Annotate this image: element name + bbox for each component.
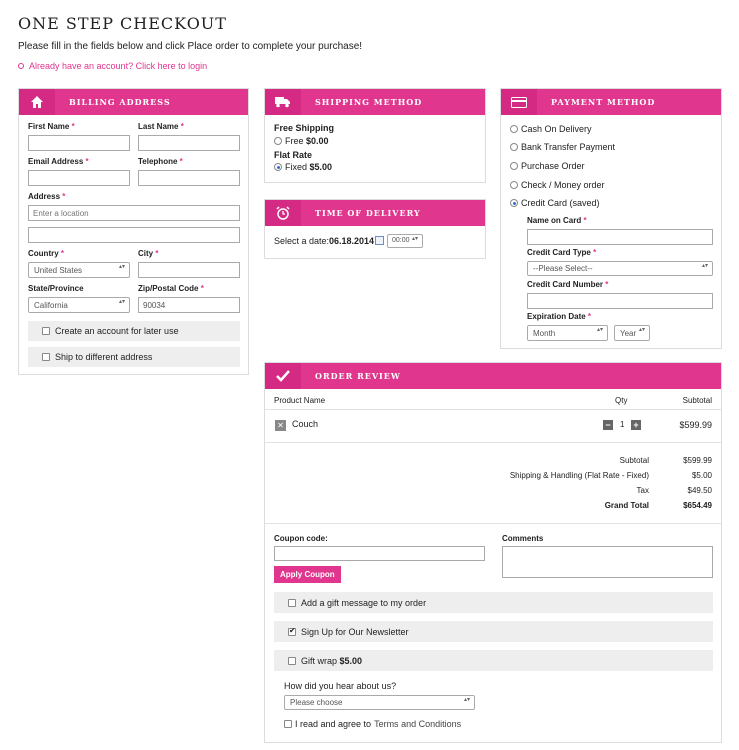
payment-radio-cod[interactable] [510,125,518,133]
credit-card-icon [501,89,537,115]
col-product-header: Product Name [274,396,326,405]
item-divider [265,442,721,443]
ship-different-label: Ship to different address [55,352,153,362]
country-select[interactable]: United States ▴▾ [28,262,130,278]
review-header [265,363,721,389]
flat-rate-heading: Flat Rate [274,150,313,160]
fixed-shipping-option[interactable] [274,162,332,172]
shipping-title: SHIPPING METHOD [315,97,423,107]
telephone-label: Telephone * [138,157,183,166]
payment-label-bank: Bank Transfer Payment [521,142,616,152]
address-input[interactable] [28,205,240,221]
coupon-label: Coupon code: [274,534,328,543]
shipping-header [265,89,485,115]
gift-message-checkbox[interactable] [288,599,296,607]
item-name: Couch [292,419,319,429]
ship-different-row[interactable] [28,347,240,367]
state-select[interactable]: California ▴▾ [28,297,130,313]
create-account-label: Create an account for later use [55,326,179,336]
billing-header [19,89,248,115]
address-label: Address * [28,192,66,201]
hear-about-label: How did you hear about us? [284,681,397,691]
state-label: State/Province [28,284,84,293]
create-account-row[interactable] [28,321,240,341]
email-label: Email Address * [28,157,89,166]
hear-about-select[interactable]: Please choose ▴▾ [284,695,475,710]
terms-prefix: I read and agree to [295,719,372,729]
payment-radio-cc[interactable] [510,199,518,207]
col-qty-header: Qty [615,396,628,405]
expiration-label: Expiration Date * [527,312,592,321]
time-select[interactable]: 00:00 ▴▾ [387,234,423,248]
name-on-card-input[interactable] [527,229,713,245]
delivery-title: TIME OF DELIVERY [315,208,421,218]
header-divider [265,409,721,410]
fixed-shipping-label: Fixed $5.00 [285,162,333,172]
card-number-label: Credit Card Number * [527,280,609,289]
date-label: Select a date: [274,236,330,246]
calendar-icon[interactable] [375,236,384,245]
terms-link[interactable]: Terms and Conditions [374,719,462,729]
page-subtitle: Please fill in the fields below and click Place order to complete your purchase! [18,41,363,52]
login-link-text[interactable]: Already have an account? Click here to login [29,61,208,71]
delivery-header [265,200,485,226]
truck-icon [265,89,301,115]
gift-wrap-row[interactable] [274,650,713,671]
payment-label-cc: Credit Card (saved) [521,198,600,208]
fixed-shipping-radio[interactable] [274,163,282,171]
first-name-input[interactable] [28,135,130,151]
terms-row[interactable] [284,719,461,729]
card-type-select[interactable]: --Please Select-- ▴▾ [527,261,713,276]
totals-tax-label: Tax [636,486,649,495]
qty-increase-button[interactable]: + [631,420,641,430]
payment-label-po: Purchase Order [521,161,585,171]
gift-wrap-checkbox[interactable] [288,657,296,665]
gift-message-row[interactable] [274,592,713,613]
last-name-label: Last Name * [138,122,184,131]
newsletter-checkbox[interactable] [288,628,296,636]
free-shipping-label: Free $0.00 [285,136,329,146]
card-number-input[interactable] [527,293,713,309]
coupon-input[interactable] [274,546,485,561]
payment-option-cc[interactable] [510,198,600,208]
totals-subtotal-value: $599.99 [683,456,712,465]
city-label: City * [138,249,159,258]
payment-label-cod: Cash On Delivery [521,124,592,134]
gift-wrap-label: Gift wrap $5.00 [301,655,363,666]
free-shipping-radio[interactable] [274,137,282,145]
delivery-panel [264,199,486,259]
apply-coupon-button[interactable]: Apply Coupon [274,566,341,583]
zip-label: Zip/Postal Code * [138,284,204,293]
review-panel [264,362,722,743]
terms-checkbox[interactable] [284,720,292,728]
totals-grand-value: $654.49 [683,501,712,510]
totals-grand-label: Grand Total [604,501,649,510]
create-account-checkbox[interactable] [42,327,50,335]
totals-shipping-label: Shipping & Handling (Flat Rate - Fixed) [509,471,649,480]
payment-option-bank[interactable] [510,142,615,152]
zip-input[interactable] [138,297,240,313]
newsletter-label: Sign Up for Our Newsletter [301,626,409,637]
page-title: ONE STEP CHECKOUT [18,14,227,33]
name-on-card-label: Name on Card * [527,216,587,225]
expiration-year-select[interactable]: Year ▴▾ [614,325,650,341]
item-subtotal: $599.99 [679,420,712,430]
payment-radio-po[interactable] [510,162,518,170]
totals-shipping-value: $5.00 [691,471,712,480]
billing-title: BILLING ADDRESS [69,97,171,107]
free-shipping-heading: Free Shipping [274,123,335,133]
payment-label-check: Check / Money order [521,180,605,190]
alarm-clock-icon [265,200,301,226]
payment-option-cod[interactable] [510,124,592,134]
ship-different-checkbox[interactable] [42,353,50,361]
email-input[interactable] [28,170,130,186]
free-shipping-option[interactable] [274,136,329,146]
payment-panel [500,88,722,349]
newsletter-row[interactable] [274,621,713,642]
payment-header [501,89,721,115]
address-line2-input[interactable] [28,227,240,243]
card-type-label: Credit Card Type * [527,248,597,257]
expiration-month-select[interactable]: Month ▴▾ [527,325,608,341]
checkmark-icon [265,363,301,389]
bullet-icon [18,63,24,69]
totals-subtotal-label: Subtotal [619,456,649,465]
shipping-panel [264,88,486,183]
payment-radio-check[interactable] [510,181,518,189]
payment-radio-bank[interactable] [510,143,518,151]
payment-option-check[interactable] [510,180,605,190]
city-input[interactable] [138,262,240,278]
login-link[interactable] [18,61,207,71]
qty-decrease-button[interactable]: − [603,420,613,430]
gift-message-label: Add a gift message to my order [301,597,427,608]
item-qty[interactable]: 1 [620,420,625,429]
payment-title: PAYMENT METHOD [551,97,656,107]
remove-item-icon[interactable]: ✕ [275,420,286,431]
country-label: Country * [28,249,65,258]
telephone-input[interactable] [138,170,240,186]
billing-panel [18,88,249,375]
payment-option-po[interactable] [510,161,585,171]
col-subtotal-header: Subtotal [682,396,712,405]
last-name-input[interactable] [138,135,240,151]
review-title: ORDER REVIEW [315,371,401,381]
comments-textarea[interactable] [502,546,713,578]
date-value[interactable]: 06.18.2014 [329,236,375,246]
comments-label: Comments [502,534,544,543]
totals-divider [265,523,721,524]
totals-tax-value: $49.50 [687,486,712,495]
first-name-label: First Name * [28,122,75,131]
home-icon [19,89,55,115]
